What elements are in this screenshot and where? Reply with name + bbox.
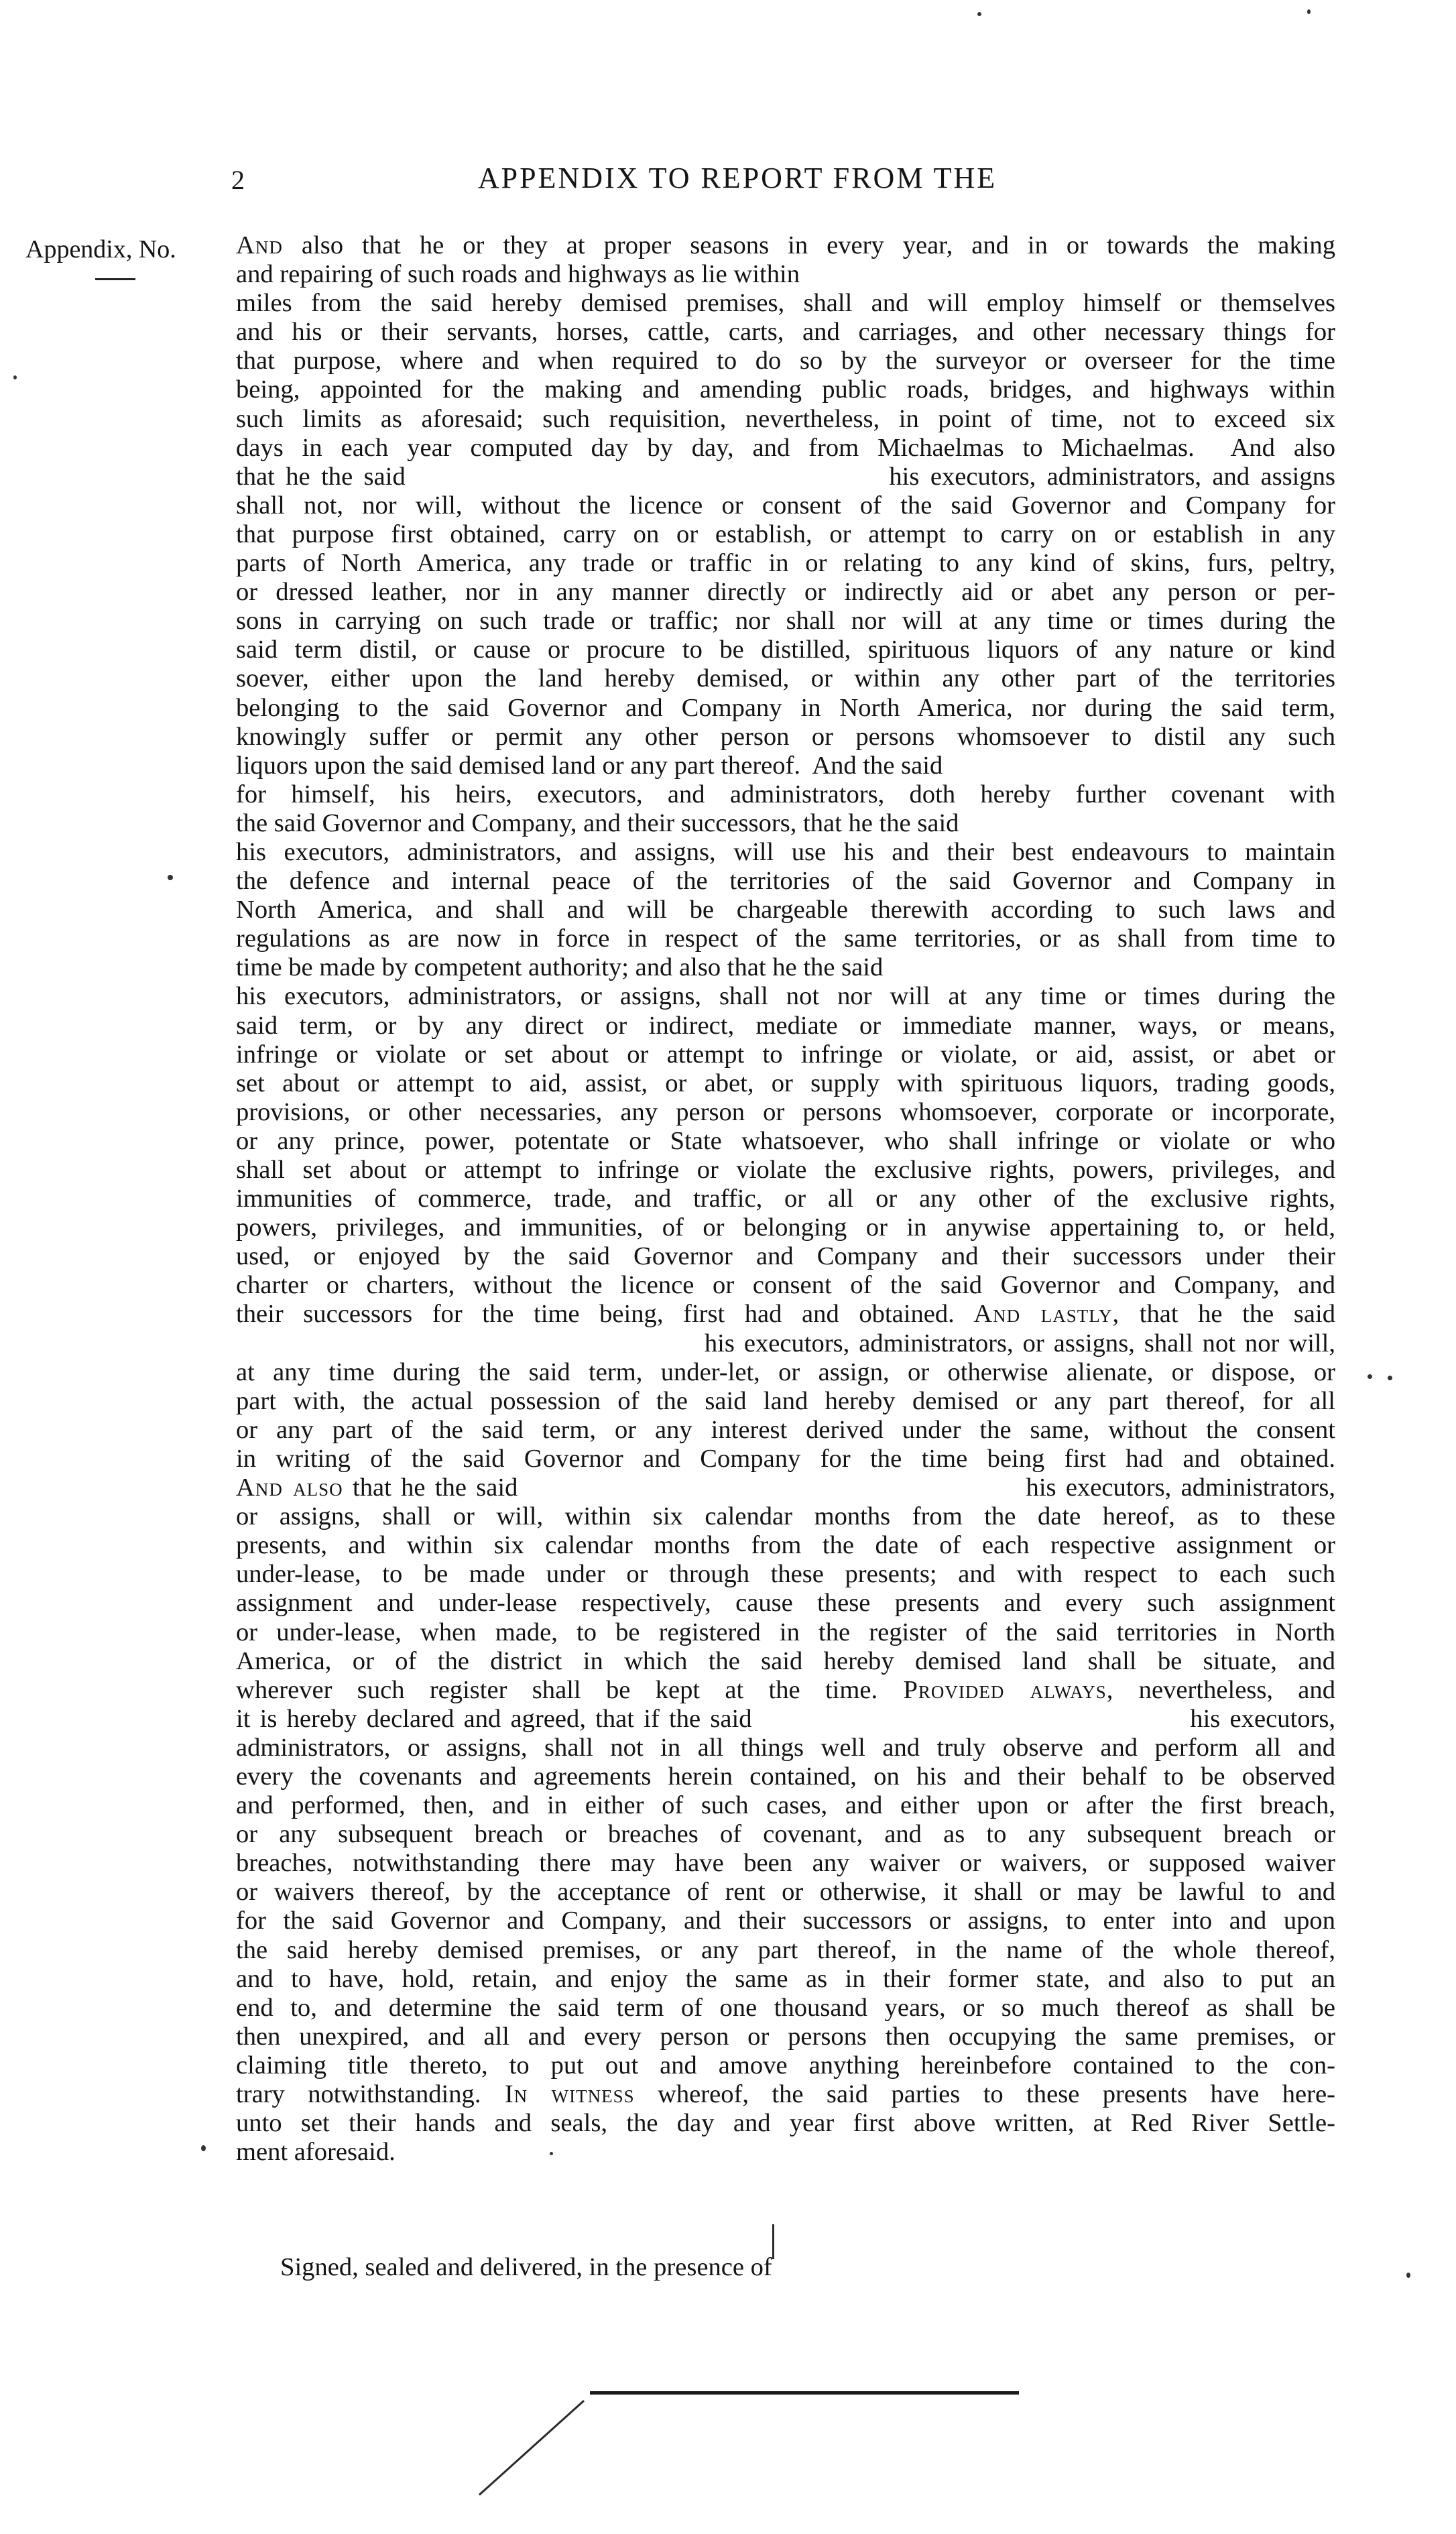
- text-line: [236, 1040, 1335, 1069]
- text-line: [236, 2080, 1335, 2109]
- text-run: administrators, or assigns, shall not in all things well and truly observe and perform all and: [236, 1733, 1335, 1762]
- small-caps-lead: And also: [236, 1473, 343, 1502]
- text-line: [236, 463, 1335, 491]
- page-number: 2: [231, 165, 245, 195]
- text-run: shall not, nor will, without the licence or consent of the said Governor and Company for: [236, 491, 1335, 520]
- text-line: [236, 780, 1335, 809]
- scan-stroke: [479, 2400, 585, 2496]
- text-line: [236, 1387, 1335, 1416]
- closing-rule: [590, 2391, 1019, 2395]
- text-run: or under-lease, when made, to be registered in the register of the said territories in North: [236, 1618, 1335, 1646]
- text-line: [236, 1560, 1335, 1589]
- text-run: and to have, hold, retain, and enjoy the same as in their former state, and also to put an: [236, 1964, 1335, 1993]
- text-run: in writing of the said Governor and Company for the time being first had and obtained.: [236, 1444, 1335, 1473]
- text-run: time be made by competent authority; and also that he the said: [236, 953, 884, 982]
- text-line: [236, 1734, 1335, 1762]
- text-line: [236, 2023, 1335, 2051]
- scan-speck: [1307, 9, 1311, 14]
- text-run: claiming title thereto, to put out and amove anything hereinbefore contained to the con-: [236, 2051, 1335, 2079]
- text-line: [236, 664, 1335, 693]
- text-run: liquors upon the said demised land or any part thereof. And the said: [236, 751, 943, 780]
- text-line: [236, 1473, 1335, 1502]
- text-run: shall set about or attempt to infringe or violate the exclusive rights, powers, privileges, and: [236, 1156, 1335, 1184]
- text-line: [236, 1965, 1335, 1994]
- text-run: and performed, then, and in either of such cases, and either upon or after the first breach,: [236, 1791, 1335, 1820]
- text-run: regulations as are now in force in respect of the same territories, or as shall from time to: [236, 924, 1335, 953]
- text-line: [236, 896, 1335, 924]
- text-run: powers, privileges, and immunities, of or belonging or in anywise appertaining to, or held,: [236, 1213, 1335, 1242]
- text-run: immunities of commerce, trade, and traffic, or all or any other of the exclusive rights,: [236, 1185, 1335, 1213]
- text-line: [236, 1445, 1335, 1473]
- text-line: [236, 1791, 1335, 1820]
- text-line: [236, 1502, 1335, 1531]
- text-line: [236, 405, 1335, 434]
- deed-body-text: [236, 231, 1335, 2276]
- running-header: APPENDIX TO REPORT FROM THE: [477, 162, 997, 194]
- text-run: unto set their hands and seals, the day and year first above written, at Red River Settle-: [236, 2109, 1335, 2138]
- text-run: infringe or violate or set about or attempt to infringe or violate, or aid, assist, or abet or: [236, 1040, 1335, 1069]
- text-line: [236, 1936, 1335, 1965]
- text-line: [236, 1878, 1335, 1907]
- margin-rule: [95, 278, 135, 280]
- text-run: the said Governor and Company, and their successors, that he the said: [236, 808, 959, 837]
- text-line: [236, 1098, 1335, 1127]
- text-line: [236, 289, 1335, 318]
- text-run: his executors, administrators, and assigns, will use his and their best endeavours to maintain: [236, 837, 1335, 866]
- text-run: also that he or they at proper seasons in every year, and in or towards the making: [282, 231, 1335, 259]
- text-run: for himself, his heirs, executors, and administrators, doth hereby further covenant with: [236, 780, 1335, 808]
- text-run: assignment and under-lease respectively, cause these presents and every such assignment: [236, 1589, 1335, 1618]
- text-line: [236, 694, 1335, 723]
- text-run: trary notwithstanding.: [236, 2080, 481, 2108]
- text-run: then unexpired, and all and every person or persons then occupying the same premises, or: [236, 2022, 1335, 2051]
- text-run: said term, or by any direct or indirect, mediate or immediate manner, ways, or means,: [236, 1011, 1335, 1040]
- text-run: his executors, administrators, or assigns, shall not nor will,: [236, 1329, 1335, 1358]
- text-run: North America, and shall and will be chargeable therewith according to such laws and: [236, 896, 1335, 924]
- text-line: [236, 751, 1335, 780]
- text-line: [236, 1242, 1335, 1271]
- small-caps-phrase: Provided always,: [877, 1675, 1114, 1704]
- text-line: [236, 1271, 1335, 1300]
- text-run: sons in carrying on such trade or traffic; nor shall nor will at any time or times during the: [236, 607, 1335, 636]
- margin-appendix-label: Appendix, No.: [25, 235, 176, 263]
- text-line: [236, 1127, 1335, 1156]
- text-line: [236, 1849, 1335, 1878]
- text-line: [236, 1185, 1335, 1213]
- text-run: soever, either upon the land hereby demised, or within any other part of the territories: [236, 664, 1335, 693]
- text-run: or any prince, power, potentate or State whatsoever, who shall infringe or violate or who: [236, 1126, 1335, 1155]
- text-line: [236, 520, 1335, 549]
- text-run: or dressed leather, nor in any manner directly or indirectly aid or abet any person or per-: [236, 578, 1335, 607]
- text-run: ment aforesaid.: [236, 2138, 396, 2167]
- text-run: or any part of the said term, or any interest derived under the same, without the consent: [236, 1415, 1335, 1444]
- scan-speck: [168, 875, 173, 880]
- scan-speck: [1388, 1376, 1392, 1380]
- text-line: [236, 1618, 1335, 1647]
- scan-speck: [977, 12, 981, 16]
- text-run: end to, and determine the said term of one thousand years, or so much thereof as shall be: [236, 1993, 1335, 2022]
- text-run: under-lease, to be made under or through these presents; and with respect to each such: [236, 1560, 1335, 1589]
- text-line: [236, 1762, 1335, 1791]
- text-run: or waivers thereof, by the acceptance of rent or otherwise, it shall or may be lawful to and: [236, 1878, 1335, 1907]
- text-line: [236, 260, 1335, 289]
- text-line: [236, 1300, 1335, 1329]
- text-line: [236, 2051, 1335, 2080]
- text-line: [236, 2109, 1335, 2138]
- text-run: it is hereby declared and agreed, that if the said his executors,: [236, 1704, 1335, 1733]
- text-line: [236, 318, 1335, 347]
- text-run: part with, the actual possession of the said land hereby demised or any part thereof, for all: [236, 1386, 1335, 1415]
- text-run: his executors, administrators, or assigns, shall not nor will at any time or times during the: [236, 982, 1335, 1011]
- text-line: [236, 1213, 1335, 1242]
- text-run: presents, and within six calendar months from the date of each respective assignment or: [236, 1531, 1335, 1560]
- text-run: that he the said his executors, administrators,: [343, 1473, 1335, 1502]
- text-run: parts of North America, any trade or traffic in or relating to any kind of skins, furs, peltry,: [236, 549, 1335, 578]
- text-line: [236, 1531, 1335, 1560]
- text-run: belonging to the said Governor and Company in North America, nor during the said term,: [236, 693, 1335, 722]
- text-line: [236, 231, 1335, 260]
- text-line: [236, 1069, 1335, 1098]
- text-run: wherever such register shall be kept at the time.: [236, 1675, 878, 1704]
- scan-speck: [201, 2145, 206, 2151]
- text-run: that purpose first obtained, carry on or establish, or attempt to carry on or establish in any: [236, 520, 1335, 548]
- text-line: [236, 607, 1335, 636]
- text-line: [236, 1416, 1335, 1445]
- text-run: knowingly suffer or permit any other person or persons whomsoever to distil any such: [236, 722, 1335, 751]
- small-caps-phrase: And lastly,: [954, 1300, 1120, 1329]
- small-caps-phrase: In witness: [481, 2080, 635, 2108]
- text-line: [236, 1994, 1335, 2023]
- text-run: that he the said his executors, administrators, and assigns: [236, 462, 1335, 491]
- scan-speck: [1406, 2273, 1410, 2278]
- text-line: [236, 1156, 1335, 1185]
- text-line: [236, 578, 1335, 607]
- text-run: the defence and internal peace of the territories of the said Governor and Company in: [236, 867, 1335, 896]
- text-run: said term distil, or cause or procure to be distilled, spirituous liquors of any nature or kind: [236, 636, 1335, 664]
- text-line: [236, 347, 1335, 375]
- signature-line: Signed, sealed and delivered, in the presence of: [280, 2253, 772, 2281]
- text-run: or any subsequent breach or breaches of covenant, and as to any subsequent breach or: [236, 1820, 1335, 1849]
- text-run: every the covenants and agreements herein contained, on his and their behalf to be observed: [236, 1762, 1335, 1791]
- text-run: whereof, the said parties to these presents have here-: [634, 2080, 1335, 2108]
- text-run: America, or of the district in which the said hereby demised land shall be situate, and: [236, 1646, 1335, 1675]
- text-line: [236, 1589, 1335, 1618]
- text-line: [236, 375, 1335, 404]
- text-line: [236, 1820, 1335, 1849]
- text-run: that purpose, where and when required to do so by the surveyor or overseer for the time: [236, 347, 1335, 375]
- text-run: their successors for the time being, first had and obtained.: [236, 1300, 955, 1329]
- text-run: or assigns, shall or will, within six calendar months from the date hereof, as to these: [236, 1502, 1335, 1531]
- text-run: charter or charters, without the licence or consent of the said Governor and Company, and: [236, 1271, 1335, 1300]
- text-run: used, or enjoyed by the said Governor and Company and their successors under their: [236, 1242, 1335, 1271]
- text-line: [236, 2138, 1335, 2167]
- text-line: [236, 549, 1335, 578]
- text-run: miles from the said hereby demised premises, shall and will employ himself or themselves: [236, 289, 1335, 318]
- text-line: [236, 1012, 1335, 1040]
- text-run: days in each year computed day by day, and from Michaelmas to Michaelmas. And also: [236, 433, 1335, 462]
- text-line: [236, 982, 1335, 1011]
- text-line: [236, 867, 1335, 896]
- text-run: set about or attempt to aid, assist, or abet, or supply with spirituous liquors, trading goods,: [236, 1069, 1335, 1097]
- text-line: [236, 1676, 1335, 1705]
- text-line: [236, 491, 1335, 520]
- text-line: [236, 1647, 1335, 1676]
- text-line: [236, 924, 1335, 953]
- text-line: [236, 809, 1335, 838]
- text-run: the said hereby demised premises, or any part thereof, in the name of the whole thereof,: [236, 1935, 1335, 1964]
- text-line: [236, 1907, 1335, 1935]
- text-run: at any time during the said term, under-let, or assign, or otherwise alienate, or dispose, or: [236, 1358, 1335, 1386]
- scan-speck: [1368, 1374, 1372, 1379]
- scan-stroke: [772, 2224, 774, 2259]
- text-line: [236, 953, 1335, 982]
- text-run: nevertheless, and: [1113, 1675, 1335, 1704]
- scan-speck: [550, 2152, 553, 2155]
- text-line: [236, 636, 1335, 664]
- text-line: [236, 1358, 1335, 1387]
- text-line: [236, 838, 1335, 867]
- text-line: [236, 434, 1335, 463]
- text-run: and repairing of such roads and highways as lie within: [236, 260, 800, 289]
- text-line: [236, 1329, 1335, 1358]
- text-line: [236, 723, 1335, 751]
- text-run: and his or their servants, horses, cattle, carts, and carriages, and other necessary things for: [236, 318, 1335, 347]
- text-run: provisions, or other necessaries, any person or persons whomsoever, corporate or incorporate,: [236, 1097, 1335, 1126]
- text-run: for the said Governor and Company, and their successors or assigns, to enter into and upon: [236, 1907, 1335, 1935]
- text-run: being, appointed for the making and amending public roads, bridges, and highways within: [236, 375, 1335, 404]
- scan-speck: [13, 375, 17, 379]
- text-run: breaches, notwithstanding there may have been any waiver or waivers, or supposed waiver: [236, 1849, 1335, 1878]
- text-run: that he the said: [1119, 1300, 1335, 1329]
- text-run: such limits as aforesaid; such requisition, nevertheless, in point of time, not to exceed six: [236, 404, 1335, 433]
- text-line: [236, 1705, 1335, 1734]
- small-caps-lead: And: [236, 231, 283, 259]
